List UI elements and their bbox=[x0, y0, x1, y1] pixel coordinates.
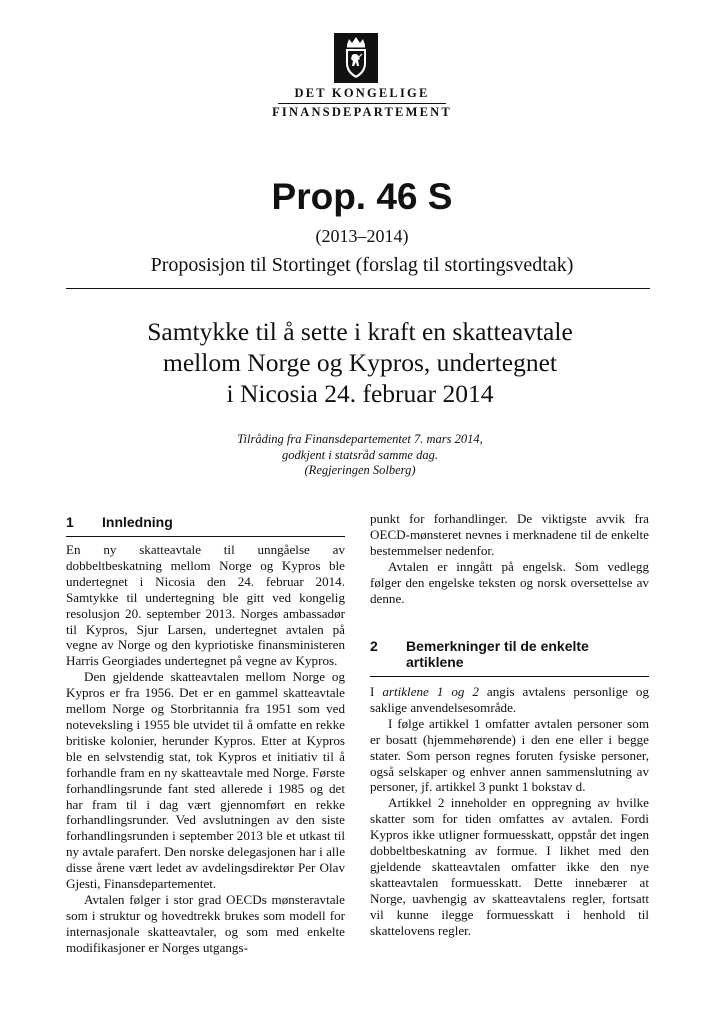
text-run: angis avtalens personlige og saklige anvendelsesområde. bbox=[370, 684, 649, 715]
left-column bbox=[66, 542, 345, 956]
main-title-line: i Nicosia 24. februar 2014 bbox=[226, 379, 494, 408]
section-underline bbox=[66, 536, 345, 537]
section-heading-2 bbox=[370, 638, 649, 678]
body-paragraph: Den gjeldende skatteavtalen mellom Norge og Kypros er fra 1956. Det er en gammel skatteavtale mellom Norge og Storbritannia fra 1951 som ved noteveksling i 1955 ble utvidet til å omfatte en rekke britiske kolonier, herunder Kypros. Etter at Kypros ble en selvstendig stat, tok Kypros et initiativ til å forhandle fram en ny skatteavtale med Norge. Første forhandlingsrunde fant sted allerede i 1985 og det har fram til i dag vært gjennomført en rekke forhandlingsrunder. Ved avslutningen av den siste forhandlingsrunden i september 2013 ble et utkast til ny avtale parafert. Den norske delegasjonen har i alle disse årene vært ledet av avdelingsdirektør Per Olav Gjesti, Finansdepartementet. bbox=[66, 669, 345, 892]
section2-body bbox=[370, 684, 649, 939]
main-title-line: mellom Norge og Kypros, undertegnet bbox=[163, 348, 557, 377]
section-title: Innledning bbox=[102, 514, 173, 530]
header-divider bbox=[66, 288, 650, 289]
body-paragraph: I følge artikkel 1 omfatter avtalen personer som er bosatt (hjemmehørende) i den ene eller i begge stater. Som person regnes foruten fysiske personer, også selskaper og enhver annen sammenslutning av personer, jf. artikkel 3 punkt 1 bokstav d. bbox=[370, 715, 649, 795]
coat-of-arms-icon bbox=[334, 33, 378, 83]
section-underline bbox=[370, 676, 649, 677]
department-name-line2: FINANSDEPARTEMENT bbox=[272, 105, 452, 119]
department-name-line1: DET KONGELIGE bbox=[294, 86, 430, 100]
body-paragraph-continued: punkt for forhandlinger. De viktigste avvik fra OECD-mønsteret nevnes i merknadene til de enkelte bestemmelser nedenfor. bbox=[370, 511, 649, 558]
body-paragraph: Artikkel 2 inneholder en oppregning av hvilke skatter som for tiden omfattes av avtalen. Fordi Kypros ikke utligner formuesskatt, oppstår det ingen dobbeltbeskatning av formue. I likhet med den gjeldende skatteavtalen omfatter ikke den nye skatteavtalen formuesskatt. Dette innebærer at Norge, uavhengig av skatteavtalens regler, fortsatt vil kunne ilegge formuesskatt i henhold til skattelovens regler. bbox=[370, 795, 649, 938]
proposition-title: Prop. 46 S bbox=[271, 176, 453, 217]
italic-reference: artiklene 1 og 2 bbox=[382, 684, 479, 699]
approval-note bbox=[60, 432, 660, 479]
document-main-title bbox=[60, 316, 660, 409]
section-heading-1 bbox=[66, 514, 345, 538]
approval-line: (Regjeringen Solberg) bbox=[304, 463, 416, 478]
section-title: Bemerkninger til de enkelte artiklene bbox=[406, 638, 589, 670]
approval-line: godkjent i statsråd samme dag. bbox=[282, 447, 438, 462]
main-title-line: Samtykke til å sette i kraft en skatteavtale bbox=[147, 317, 573, 346]
section-number: 2 bbox=[370, 638, 378, 654]
text-run: I bbox=[370, 684, 383, 699]
right-column bbox=[370, 511, 649, 606]
proposition-type: Proposisjon til Stortinget (forslag til stortingsvedtak) bbox=[150, 254, 574, 276]
body-paragraph: Avtalen er inngått på engelsk. Som vedlegg følger den engelske teksten og norsk oversettelse av denne. bbox=[370, 558, 649, 606]
department-divider bbox=[278, 103, 446, 104]
session-years: (2013–2014) bbox=[315, 226, 409, 246]
body-paragraph: Avtalen følger i stor grad OECDs mønsteravtale som i struktur og hovedtrekk brukes som modell for internasjonale skatteavtaler, og som med enkelte modifikasjoner er Norges utgangs- bbox=[66, 891, 345, 955]
body-paragraph: En ny skatteavtale til unngåelse av dobbeltbeskatning mellom Norge og Kypros ble undertegnet i Nicosia den 24. februar 2014. Samtykke til undertegning ble gitt ved kongelig resolusjon 20. september 2013. Norges ambassadør til Kypros, Sjur Larsen, undertegnet avtalen på vegne av Norge og den kypriotiske finansministeren Harris Georgiades undertegnet på vegne av Kypros. bbox=[66, 542, 345, 669]
body-paragraph bbox=[370, 684, 649, 716]
approval-line: Tilråding fra Finansdepartementet 7. mars 2014, bbox=[237, 432, 483, 446]
section-number: 1 bbox=[66, 514, 74, 530]
